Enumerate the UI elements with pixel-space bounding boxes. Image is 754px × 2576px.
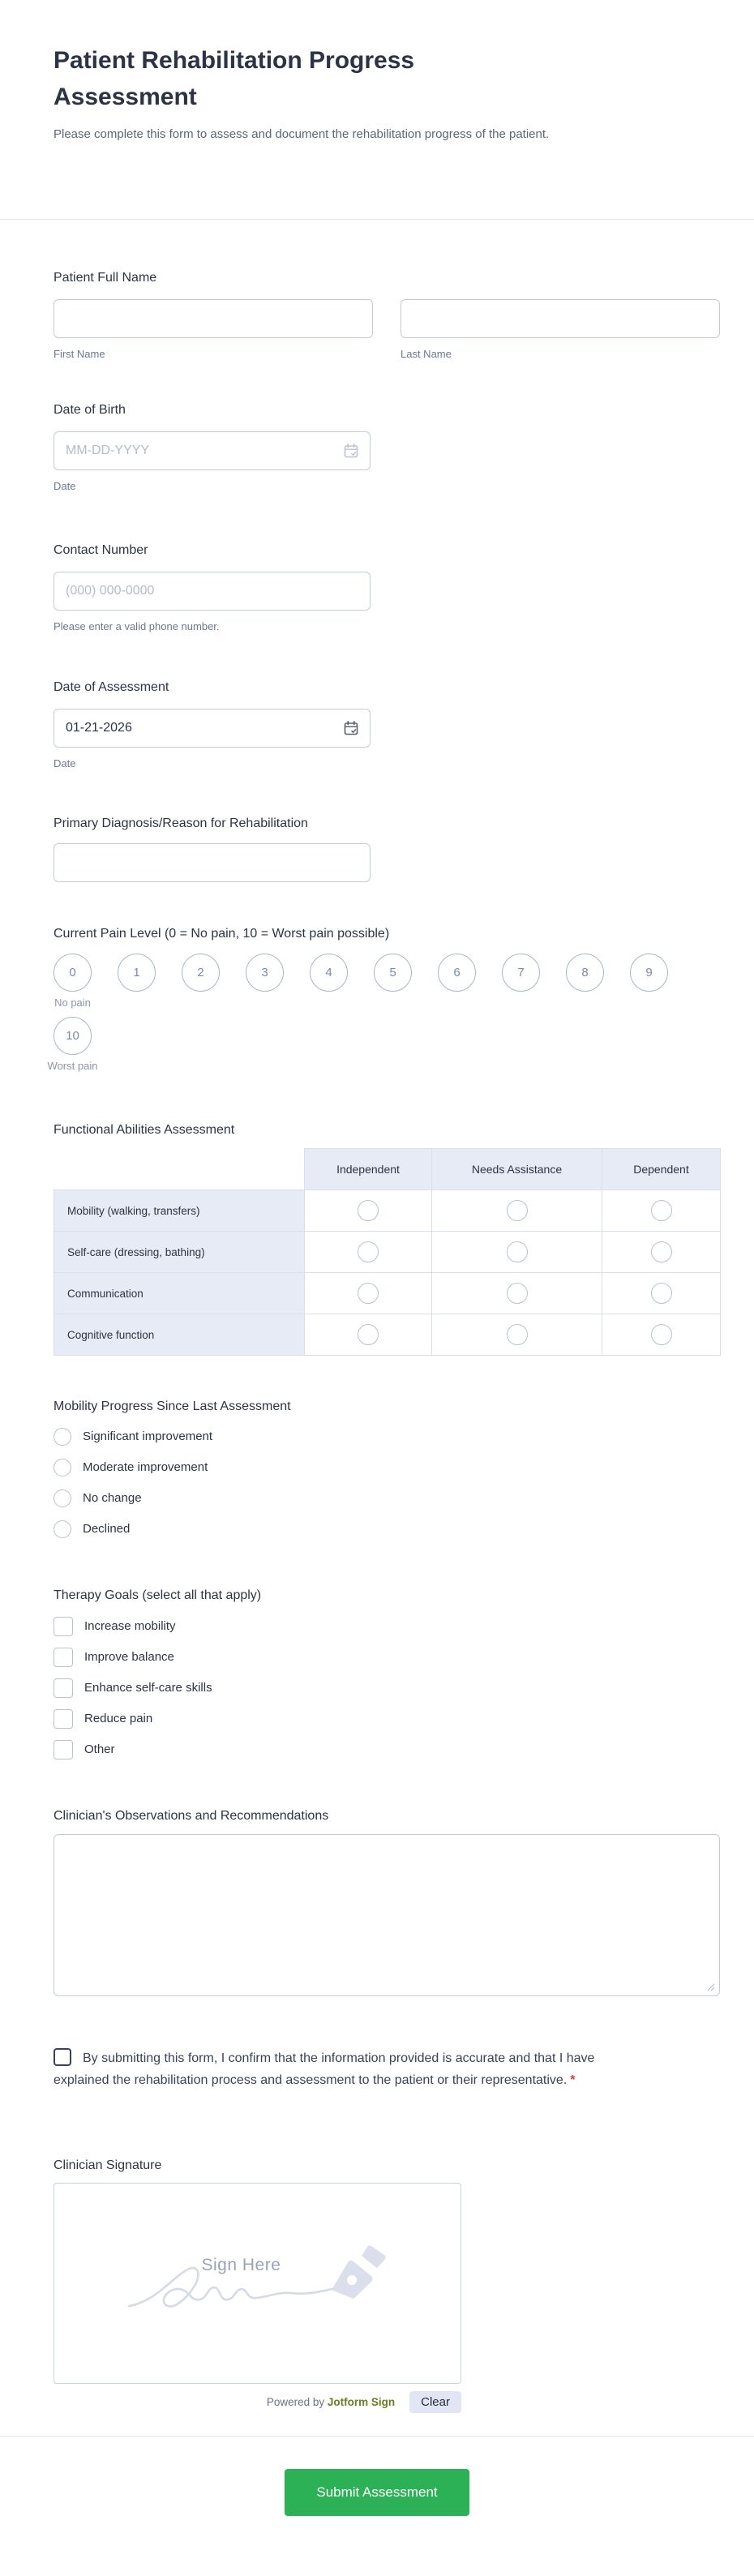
checkbox-icon[interactable] — [54, 1617, 73, 1636]
radio-icon[interactable] — [54, 1489, 71, 1507]
pain-option-10[interactable]: 10 — [54, 1017, 92, 1055]
matrix-radio-communication-independent[interactable] — [358, 1283, 379, 1304]
dob-label: Date of Birth — [54, 403, 126, 417]
field-pain-level — [47, 926, 720, 1072]
contact-sublabel: Please enter a valid phone number. — [54, 620, 220, 632]
pain-option-2[interactable]: 2 — [182, 954, 220, 992]
checkbox-icon[interactable] — [54, 1709, 73, 1729]
pen-nib-shape — [332, 2245, 386, 2299]
sign-here-text: Sign Here — [201, 2256, 281, 2275]
assessment-date-sublabel: Date — [54, 757, 76, 769]
field-date-of-birth — [54, 402, 720, 492]
matrix-row-mobility: Mobility (walking, transfers) — [54, 1190, 305, 1232]
signature-footer — [54, 2391, 461, 2413]
assessment-date-label: Date of Assessment — [54, 680, 169, 694]
pain-min-label: No pain — [54, 997, 91, 1009]
field-contact-number — [54, 542, 720, 632]
first-name-input[interactable] — [54, 299, 373, 338]
field-abilities-matrix — [54, 1122, 720, 1356]
matrix-radio-self-care-independent[interactable] — [358, 1241, 379, 1262]
last-name-sublabel: Last Name — [401, 348, 452, 360]
assessment-date-input[interactable] — [54, 709, 371, 748]
matrix-row-communication: Communication — [54, 1273, 305, 1314]
clear-signature-button[interactable]: Clear — [409, 2391, 461, 2413]
pain-level-label: Current Pain Level (0 = No pain, 10 = Worst pain possible) — [54, 927, 390, 941]
matrix-corner-cell — [54, 1149, 305, 1190]
table-row — [54, 1190, 721, 1232]
form-header — [0, 0, 754, 220]
matrix-radio-communication-dependent[interactable] — [651, 1283, 672, 1304]
radio-icon[interactable] — [54, 1520, 71, 1538]
matrix-col-dependent: Dependent — [602, 1149, 721, 1190]
matrix-radio-cognitive-independent[interactable] — [358, 1324, 379, 1345]
matrix-radio-self-care-needs-assistance[interactable] — [507, 1241, 528, 1262]
field-therapy-goals — [54, 1588, 720, 1759]
page-subtitle: Please complete this form to assess and document the rehabilitation progress of the patient. — [54, 127, 550, 141]
matrix-radio-communication-needs-assistance[interactable] — [507, 1283, 528, 1304]
submit-button[interactable]: Submit Assessment — [285, 2469, 469, 2516]
full-name-label: Patient Full Name — [54, 271, 157, 285]
field-assessment-date — [54, 679, 720, 769]
contact-input[interactable] — [54, 572, 371, 611]
pain-max-label: Worst pain — [47, 1060, 98, 1072]
calendar-icon[interactable] — [343, 720, 359, 736]
confirmation-row — [54, 2047, 626, 2091]
field-observations — [54, 1808, 720, 1996]
signature-pad[interactable] — [54, 2183, 461, 2384]
checkbox-option-improve-balance[interactable]: Improve balance — [54, 1648, 720, 1667]
calendar-icon[interactable] — [343, 443, 359, 459]
checkbox-option-reduce-pain[interactable]: Reduce pain — [54, 1709, 720, 1729]
checkbox-icon[interactable] — [54, 1678, 73, 1698]
dob-input[interactable] — [54, 431, 371, 470]
pain-option-6[interactable]: 6 — [438, 954, 476, 992]
page-title: Patient Rehabilitation Progress Assessment — [54, 47, 415, 110]
confirmation-checkbox[interactable] — [54, 2048, 71, 2066]
matrix-radio-mobility-independent[interactable] — [358, 1200, 379, 1221]
pain-option-1[interactable]: 1 — [118, 954, 156, 992]
matrix-radio-cognitive-needs-assistance[interactable] — [507, 1324, 528, 1345]
pain-option-0[interactable]: 0 — [54, 954, 92, 992]
matrix-radio-mobility-needs-assistance[interactable] — [507, 1200, 528, 1221]
pen-nib-icon — [124, 2241, 392, 2319]
pain-option-3[interactable]: 3 — [246, 954, 284, 992]
therapy-goals-label: Therapy Goals (select all that apply) — [54, 1588, 262, 1602]
abilities-label: Functional Abilities Assessment — [54, 1123, 235, 1137]
field-full-name — [54, 270, 720, 360]
form-body — [0, 270, 754, 2437]
pain-option-7[interactable]: 7 — [502, 954, 540, 992]
signature-placeholder — [124, 2241, 392, 2319]
radio-icon[interactable] — [54, 1428, 71, 1446]
first-name-sublabel: First Name — [54, 348, 105, 360]
abilities-table — [54, 1148, 721, 1356]
pain-option-4[interactable]: 4 — [310, 954, 348, 992]
field-signature — [54, 2158, 720, 2413]
confirmation-text: By submitting this form, I confirm that the information provided is accurate and that I have explained the rehabilitation process and assessment to the patient or their representative. — [54, 2051, 595, 2087]
pain-option-8[interactable]: 8 — [566, 954, 604, 992]
matrix-row-cognitive: Cognitive function — [54, 1314, 305, 1356]
pain-scale-row-2 — [47, 1017, 720, 1072]
checkbox-icon[interactable] — [54, 1648, 73, 1667]
table-row — [54, 1314, 721, 1356]
contact-label: Contact Number — [54, 543, 148, 557]
radio-icon[interactable] — [54, 1459, 71, 1477]
field-diagnosis — [54, 816, 720, 882]
observations-textarea[interactable] — [54, 1834, 720, 1996]
checkbox-option-enhance-self-care[interactable]: Enhance self-care skills — [54, 1678, 720, 1698]
table-row — [54, 1273, 721, 1314]
radio-option-significant-improvement[interactable]: Significant improvement — [54, 1428, 720, 1446]
observations-label: Clinician's Observations and Recommendations — [54, 1809, 329, 1823]
radio-option-no-change[interactable]: No change — [54, 1489, 720, 1507]
checkbox-option-other[interactable]: Other — [54, 1740, 720, 1759]
matrix-col-independent: Independent — [305, 1149, 432, 1190]
signature-label: Clinician Signature — [54, 2158, 162, 2172]
checkbox-icon[interactable] — [54, 1740, 73, 1759]
matrix-radio-cognitive-dependent[interactable] — [651, 1324, 672, 1345]
matrix-radio-self-care-dependent[interactable] — [651, 1241, 672, 1262]
matrix-row-self-care: Self-care (dressing, bathing) — [54, 1232, 305, 1273]
required-asterisk: * — [570, 2073, 576, 2087]
diagnosis-input[interactable] — [54, 843, 371, 882]
mobility-progress-label: Mobility Progress Since Last Assessment — [54, 1399, 291, 1413]
matrix-col-needs-assistance: Needs Assistance — [432, 1149, 602, 1190]
table-row — [54, 1232, 721, 1273]
field-confirmation — [54, 2047, 720, 2091]
radio-option-declined[interactable]: Declined — [54, 1520, 720, 1538]
dob-sublabel: Date — [54, 480, 76, 492]
pain-option-9[interactable]: 9 — [630, 954, 668, 992]
pain-option-5[interactable]: 5 — [374, 954, 412, 992]
powered-by-text: Powered by Jotform Sign — [266, 2396, 396, 2408]
last-name-input[interactable] — [401, 299, 720, 338]
submit-section — [0, 2437, 754, 2556]
field-mobility-progress — [54, 1399, 720, 1538]
pain-scale-row-1 — [54, 954, 720, 1009]
matrix-radio-mobility-dependent[interactable] — [651, 1200, 672, 1221]
resize-handle-icon[interactable] — [707, 1983, 715, 1991]
radio-option-moderate-improvement[interactable]: Moderate improvement — [54, 1459, 720, 1477]
diagnosis-label: Primary Diagnosis/Reason for Rehabilitation — [54, 817, 308, 830]
jotform-sign-brand: Jotform Sign — [327, 2396, 396, 2408]
checkbox-option-increase-mobility[interactable]: Increase mobility — [54, 1617, 720, 1636]
